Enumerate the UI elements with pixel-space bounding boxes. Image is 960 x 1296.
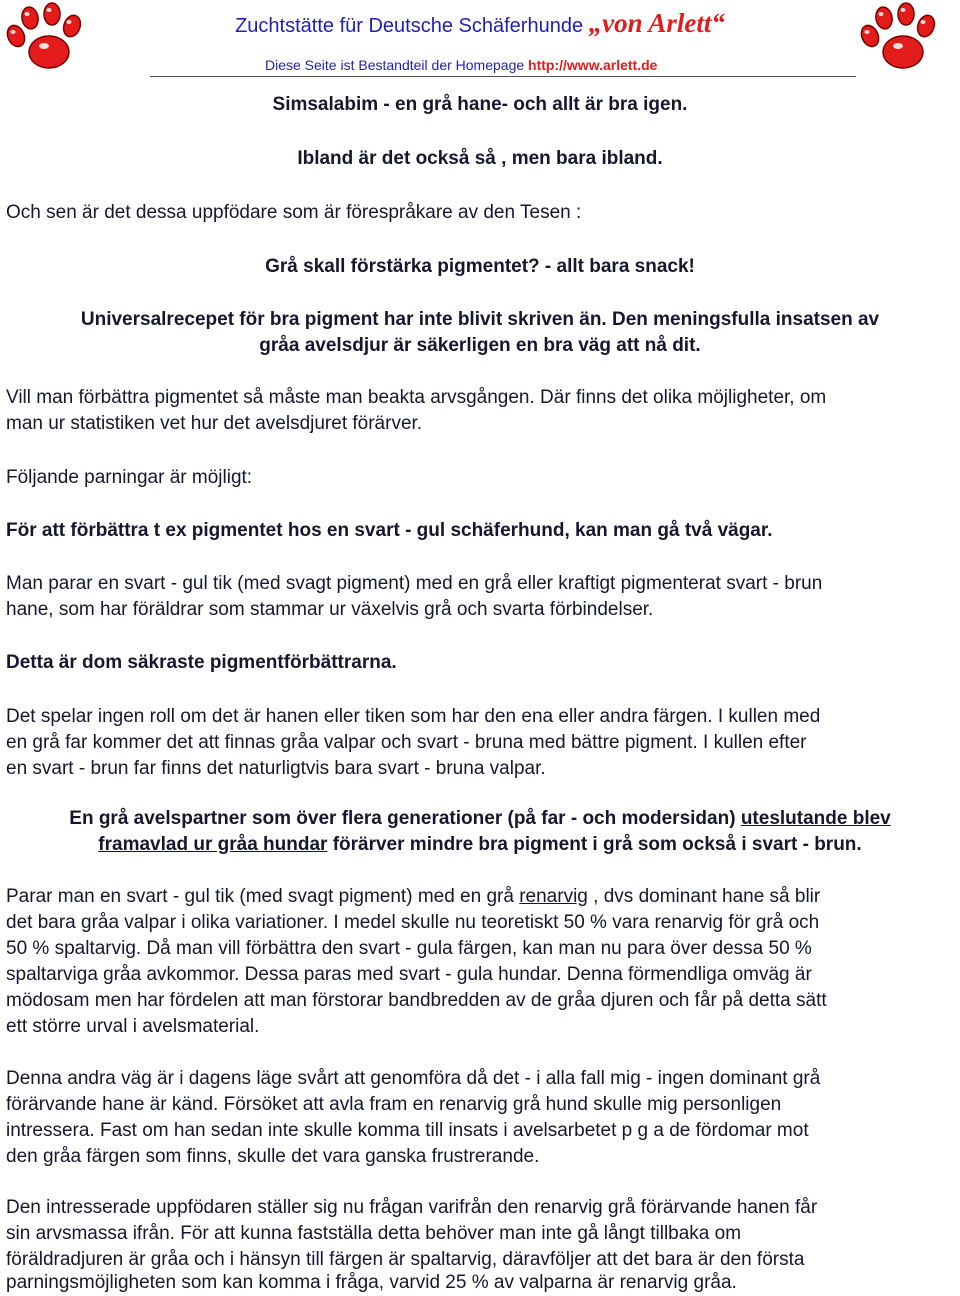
- en-gra-text: En grå avelspartner som över flera generationer (på far - och modersidan): [69, 808, 736, 829]
- paragraph-den-intr-line1: Den intresserade uppfödaren ställer sig nu frågan varifrån den renarvig grå förärvande hanen får: [6, 1197, 818, 1218]
- paragraph-det-spelar-line2: en grå far kommer det att finnas gråa valpar och svart - bruna med bättre pigment. I kullen efter: [6, 732, 807, 753]
- heading-universalrecept-line2: gråa avelsdjur är säkerligen en bra väg att nå dit.: [259, 335, 701, 356]
- paragraph-vill-line1: Vill man förbättra pigmentet så måste man beakta arvsgången. Där finns det olika möjligheter, om: [6, 387, 827, 408]
- renarvig-term: renarvig: [519, 886, 588, 907]
- header-title-prefix: Zuchtstätte für Deutsche Schäferhunde: [235, 15, 584, 37]
- paragraph-denna-line1: Denna andra väg är i dagens läge svårt att genomföra då det - i alla fall mig - ingen dominant grå: [6, 1068, 821, 1089]
- page-header: [0, 0, 960, 78]
- header-divider: [150, 76, 856, 77]
- en-gra-underlined-2: framavlad ur gråa hundar: [98, 834, 328, 855]
- header-subtitle-text: Diese Seite ist Bestandteil der Homepage: [265, 57, 525, 73]
- paragraph-parar-line5: mödosam men har fördelen att man förstorar bandbredden av de gråa djuren och får på detta sätt: [6, 990, 827, 1011]
- paragraph-detta: Detta är dom säkraste pigmentförbättrarna.: [6, 652, 397, 673]
- paragraph-den-intr-line2: sin arvsmassa ifrån. För att kunna fastställa detta behöver man inte gå långt tillbaka om: [6, 1223, 742, 1244]
- header-title-kennel-name: „von Arlett“: [588, 8, 725, 38]
- heading-ibland: Ibland är det också så , men bara ibland.: [297, 148, 663, 169]
- paragraph-och-sen: Och sen är det dessa uppfödare som är förespråkare av den Tesen :: [6, 202, 582, 223]
- paragraph-parar-line1: [6, 884, 820, 910]
- paragraph-denna-line2: förärvande hane är känd. Försöket att avla fram en renarvig grå hund skulle mig personligen: [6, 1094, 782, 1115]
- en-gra-underlined: uteslutande blev: [740, 808, 891, 829]
- renarvig-comma: ,: [593, 886, 599, 907]
- paragraph-den-intr-line4: parningsmöjligheten som kan komma i fråga, varvid 25 % av valparna är renarvig gråa.: [6, 1272, 737, 1293]
- parar-text: Parar man en svart - gul tik (med svagt pigment) med en grå: [6, 886, 514, 907]
- homepage-link[interactable]: http://www.arlett.de: [528, 57, 658, 73]
- paragraph-denna-line4: den gråa färgen som finns, skulle det vara ganska frustrerande.: [6, 1146, 540, 1167]
- heading-simsalabim: Simsalabim - en grå hane- och allt är bra igen.: [272, 94, 688, 115]
- paragraph-den-intr-line3: föräldradjuren är gråa och i hänsyn till färgen är spaltarvig, däravföljer att det bara är den första: [6, 1249, 805, 1270]
- paragraph-det-spelar-line3: en svart - brun far finns det naturligtvis bara svart - bruna valpar.: [6, 758, 546, 779]
- parar-text-2: dvs dominant hane så blir: [603, 886, 821, 907]
- paragraph-en-gra-line2: [0, 832, 960, 858]
- paragraph-en-gra-line1: [0, 806, 960, 832]
- paragraph-parar-line6: ett större urval i avelsmaterial.: [6, 1016, 260, 1037]
- paragraph-for-att: För att förbättra t ex pigmentet hos en svart - gul schäferhund, kan man gå två vägar.: [6, 520, 773, 541]
- paragraph-man-parar-line2: hane, som har föräldrar som stammar ur växelvis grå och svarta förbindelser.: [6, 599, 654, 620]
- heading-gra-skall: Grå skall förstärka pigmentet? - allt bara snack!: [265, 256, 695, 277]
- paragraph-parar-line4: spaltarviga gråa avkommor. Dessa paras med svart - gula hundar. Denna förmendliga omväg är: [6, 964, 812, 985]
- paragraph-vill-line2: man ur statistiken vet hur det avelsdjuret förärver.: [6, 413, 423, 434]
- en-gra-text-2: förärver mindre bra pigment i grå som också i svart - brun.: [332, 834, 862, 855]
- header-subtitle: [265, 57, 657, 73]
- paragraph-parar-line3: 50 % spaltarvig. Då man vill förbättra den svart - gula färgen, kan man nu para över dessa 50 %: [6, 938, 812, 959]
- paragraph-parar-line2: det bara gråa valpar i olika variationer. I medel skulle nu teoretiskt 50 % vara renarvig för grå och: [6, 912, 820, 933]
- heading-universalrecept-line1: Universalrecepet för bra pigment har inte blivit skriven än. Den meningsfulla insatsen av: [80, 309, 880, 330]
- paragraph-man-parar-line1: Man parar en svart - gul tik (med svagt pigment) med en grå eller kraftigt pigmenterat svart - brun: [6, 573, 823, 594]
- paw-print-logo-right: [858, 2, 950, 74]
- paragraph-denna-line3: intressera. Fast om han sedan inte skulle komma till insats i avelsarbetet p g a de fördomar mot: [6, 1120, 809, 1141]
- paragraph-foljande: Följande parningar är möjligt:: [6, 467, 253, 488]
- paragraph-det-spelar-line1: Det spelar ingen roll om det är hanen eller tiken som har den ena eller andra färgen. I kullen med: [6, 706, 821, 727]
- header-title: [0, 8, 960, 39]
